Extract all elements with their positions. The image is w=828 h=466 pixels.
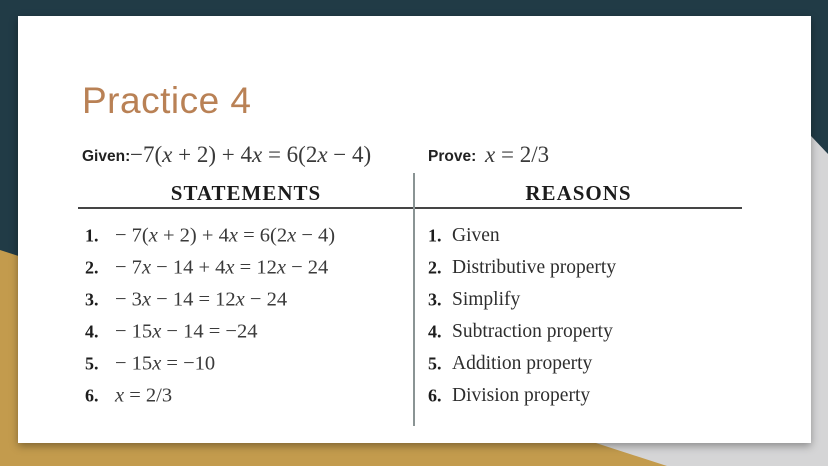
statement-number: 1. xyxy=(85,225,99,246)
slide-body xyxy=(18,16,811,443)
given-equation: −7(x + 2) + 4x = 6(2x − 4) xyxy=(130,142,372,167)
reason-number: 4. xyxy=(428,321,442,342)
reason-number: 3. xyxy=(428,289,442,310)
slide-title: Practice 4 xyxy=(82,80,252,121)
reason-text: Distributive property xyxy=(452,257,617,278)
statement-number: 4. xyxy=(85,321,99,342)
proof-row xyxy=(18,220,811,252)
given-prove-row xyxy=(18,144,811,174)
proof-row xyxy=(18,316,811,348)
prove-equation: x = 2/3 xyxy=(485,142,550,167)
prove-label: Prove: xyxy=(428,148,477,165)
proof-row xyxy=(18,252,811,284)
proof-row xyxy=(18,348,811,380)
statement-equation: − 7(x + 2) + 4x = 6(2x − 4) xyxy=(115,224,336,247)
reason-number: 5. xyxy=(428,353,442,374)
statement-number: 6. xyxy=(85,385,99,406)
reasons-column-header: REASONS xyxy=(525,181,632,205)
statement-equation: − 15x − 14 = −24 xyxy=(115,320,258,343)
given-label: Given: xyxy=(82,148,131,165)
statement-number: 5. xyxy=(85,353,99,374)
statement-equation: x = 2/3 xyxy=(115,384,173,407)
statement-number: 2. xyxy=(85,257,99,278)
statements-column-header: STATEMENTS xyxy=(170,181,322,205)
statement-equation: − 7x − 14 + 4x = 12x − 24 xyxy=(115,256,329,279)
statement-equation: − 15x = −10 xyxy=(115,352,216,375)
reason-text: Addition property xyxy=(452,353,593,374)
statement-equation: − 3x − 14 = 12x − 24 xyxy=(115,288,288,311)
reasons-header-underline xyxy=(415,207,742,209)
reason-text: Given xyxy=(452,225,500,246)
reason-text: Simplify xyxy=(452,289,521,310)
reason-number: 1. xyxy=(428,225,442,246)
reason-number: 2. xyxy=(428,257,442,278)
proof-row xyxy=(18,284,811,316)
reason-number: 6. xyxy=(428,385,442,406)
statements-header-underline xyxy=(78,207,414,209)
statement-number: 3. xyxy=(85,289,99,310)
reason-text: Subtraction property xyxy=(452,321,613,342)
proof-row xyxy=(18,380,811,412)
reason-text: Division property xyxy=(452,385,591,406)
proof-rows xyxy=(18,220,811,412)
